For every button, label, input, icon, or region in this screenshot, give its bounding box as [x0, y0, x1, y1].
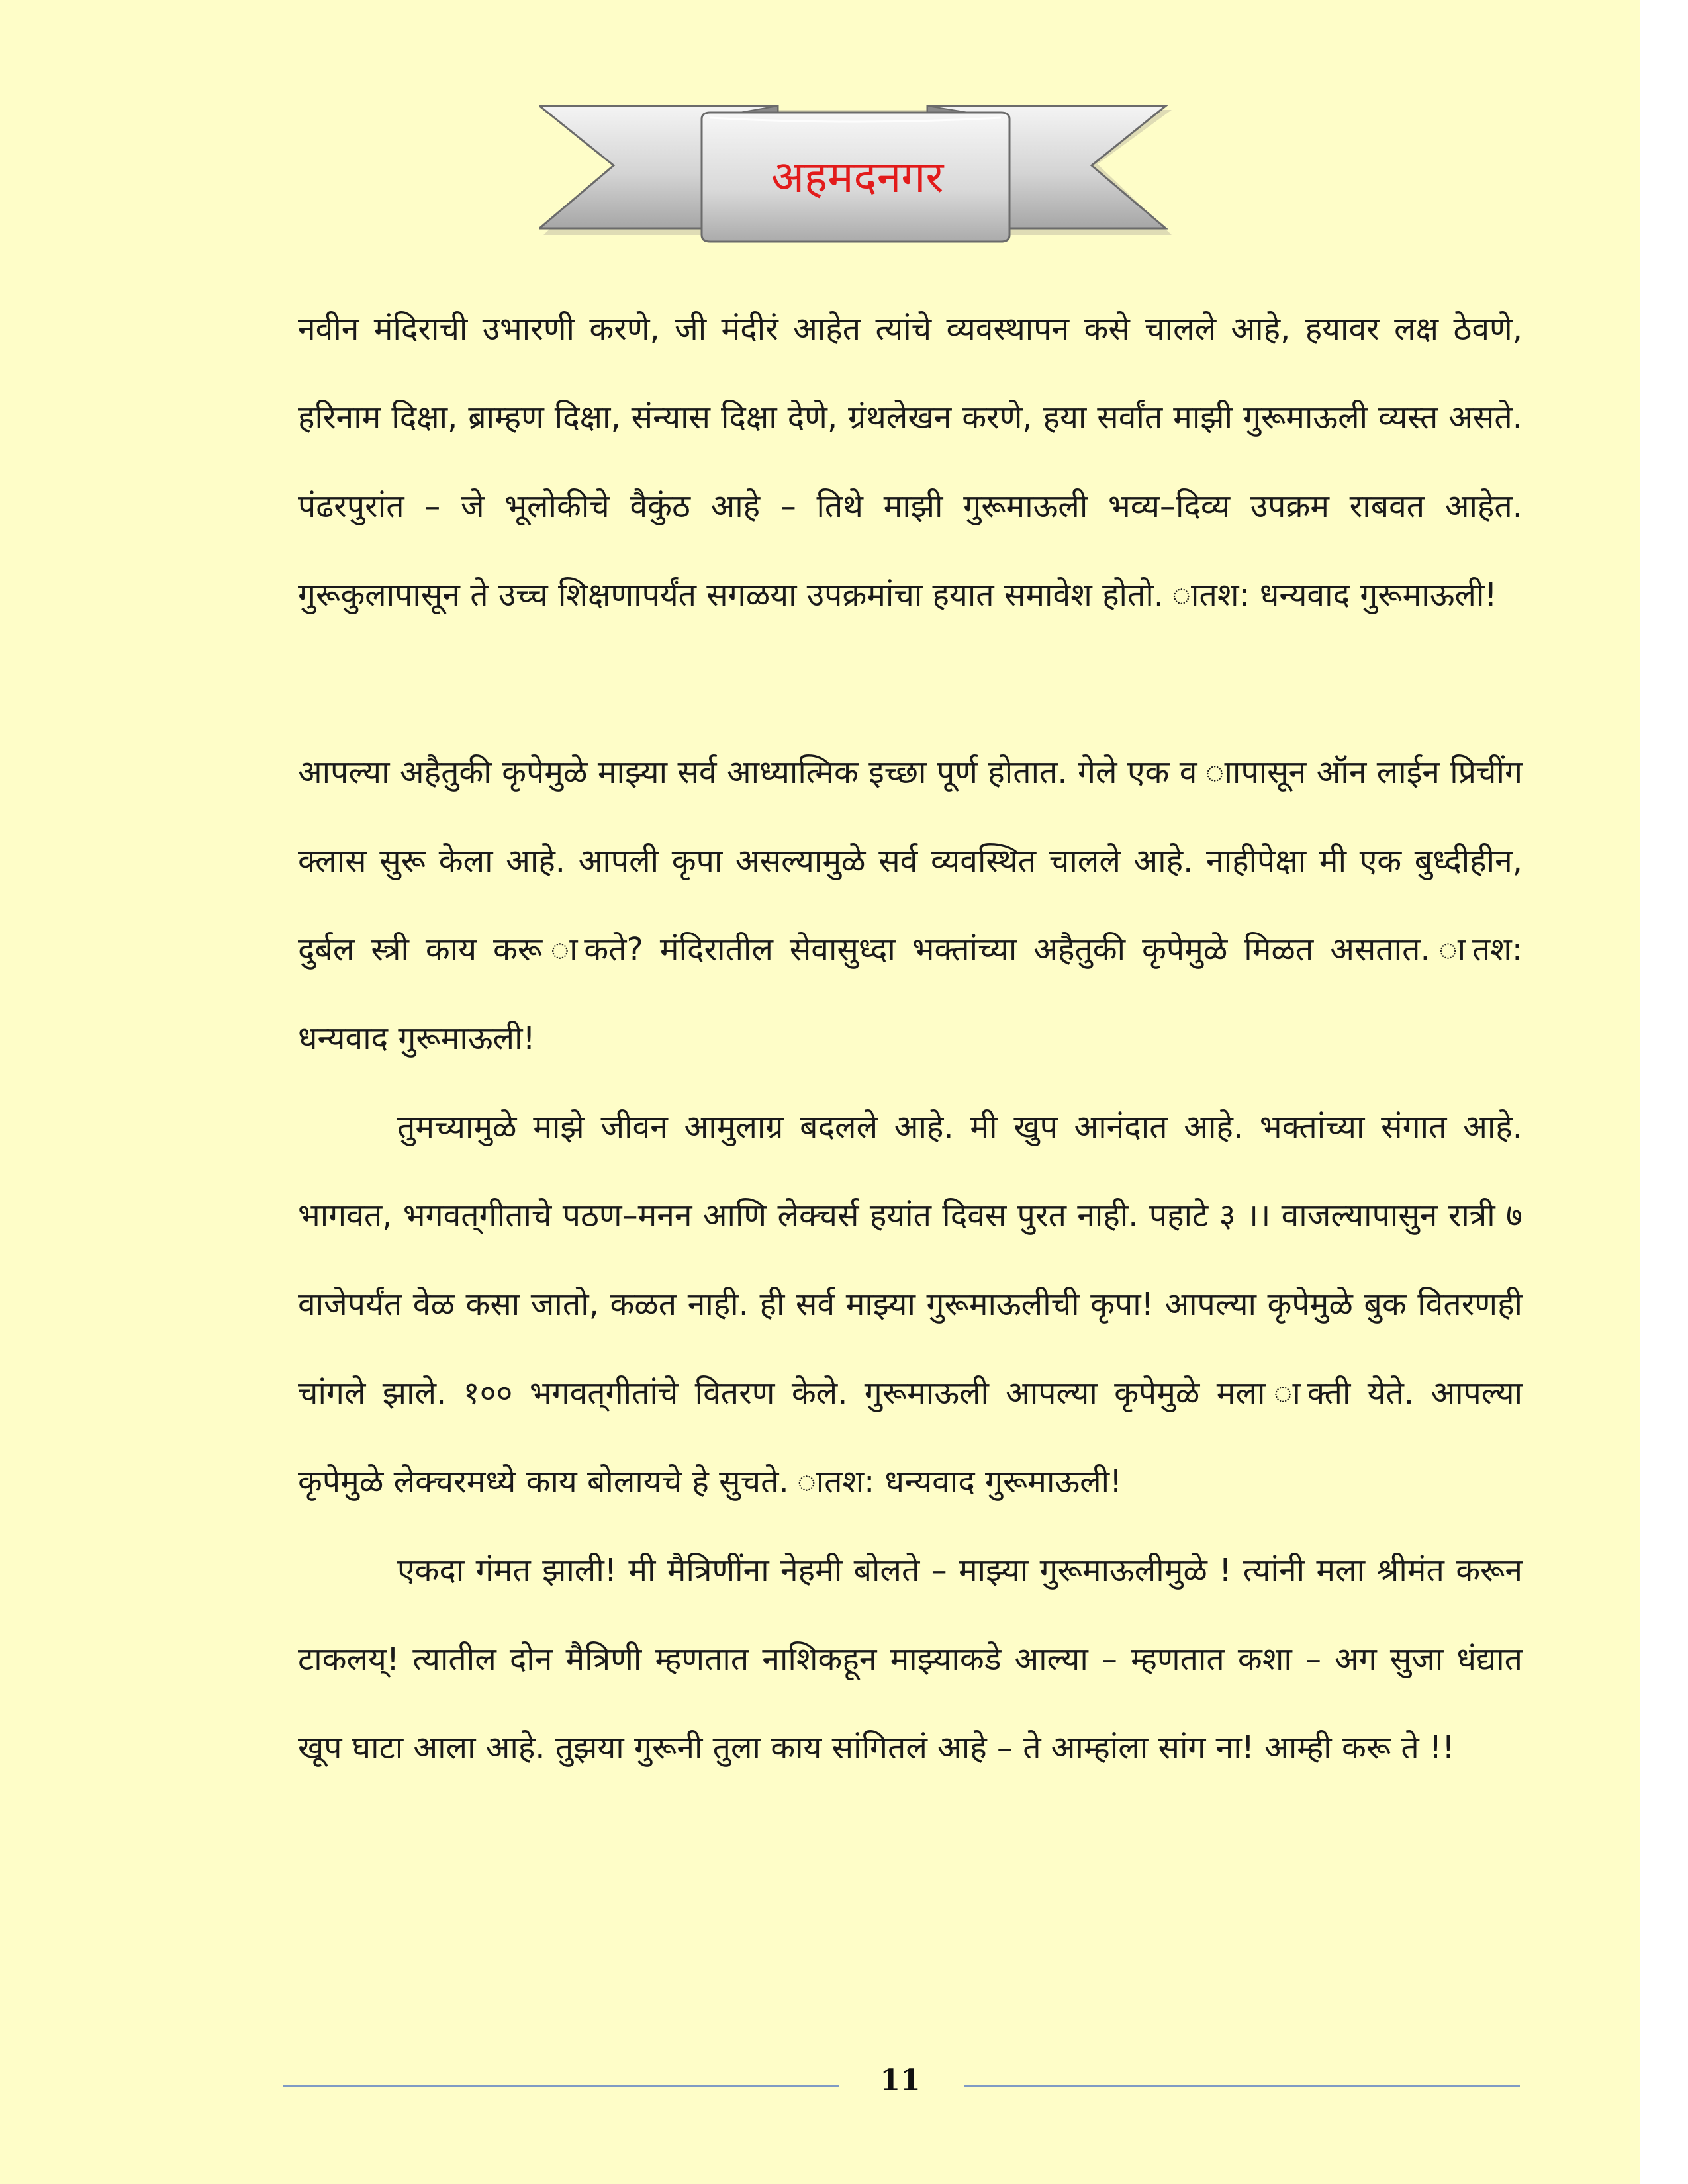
body-text: [298, 285, 1523, 1792]
footer-rule-right: [964, 2085, 1520, 2087]
paragraph-3: तुमच्यामुळे माझे जीवन आमुलाग्र बदलले आहे. मी खुप आनंदात आहे. भक्तांच्या संगात आहे. भागवत, भगवत्‌गीताचे पठण–मनन आणि लेक्चर्स हयांत दिवस पुरत नाही. पहाटे ३ ।। वाजल्यापासुन रात्री ७ वाजेपर्यंत वेळ कसा जातो, कळत नाही. ही सर्व माझ्या गुरूमाऊलीची कृपा! आपल्या कृपेमुळे बुक वितरणही चांगले झाले. १०० भगवत्‌गीतांचे वितरण केले. गुरूमाऊली आपल्या कृपेमुळे मला ाक्ती येते. आपल्या कृपेमुळे लेक्चरमध्ये काय बोलायचे हे सुचते. ातश: धन्यवाद गुरूमाऊली!: [298, 1109, 1523, 1500]
paragraph-spacer: [298, 639, 1523, 728]
page-title: अहमदनगर: [771, 152, 944, 203]
footer-rule-left: [283, 2085, 839, 2087]
page-number: 11: [880, 2064, 921, 2097]
paragraph-4: एकदा गंमत झाली! मी मैत्रिणींना नेहमी बोलते – माझ्या गुरूमाऊलीमुळे ! त्यांनी मला श्रीमंत करून टाकलय्! त्यातील दोन मैत्रिणी म्हणतात नाशिकहून माझ्याकडे आल्या – म्हणतात कशा – अग सुजा धंद्यात खूप घाटा आला आहे. तुझया गुरूनी तुला काय सांगितलं आहे – ते आम्हांला सांग ना! आम्ही करू ते !!: [298, 1552, 1523, 1766]
title-banner: [539, 99, 1172, 255]
paragraph-1: नवीन मंदिराची उभारणी करणे, जी मंदीरं आहेत त्यांचे व्यवस्थापन कसे चालले आहे, हयावर लक्ष ठेवणे, हरिनाम दिक्षा, ब्राम्हण दिक्षा, संन्यास दिक्षा देणे, ग्रंथलेखन करणे, हया सर्वांत माझी गुरूमाऊली व्यस्त असते. पंढरपुरांत – जे भूलोकीचे वैकुंठ आहे – तिथे माझी गुरूमाऊली भव्य–दिव्य उपक्रम राबवत आहेत. गुरूकुलापासून ते उच्च शिक्षणापर्यंत सगळया उपक्रमांचा हयात समावेश होतो. ातश: धन्यवाद गुरूमाऊली!: [298, 310, 1523, 614]
paragraph-2: आपल्या अहैतुकी कृपेमुळे माझ्या सर्व आध्यात्मिक इच्छा पूर्ण होतात. गेले एक व ाापासून ऑन लाईन प्रिचींग क्लास सुरू केला आहे. आपली कृपा असल्यामुळे सर्व व्यवस्थित चालले आहे. नाहीपेक्षा मी एक बुध्दीहीन, दुर्बल स्त्री काय करू ाकते? मंदिरातील सेवासुध्दा भक्तांच्या अहैतुकी कृपेमुळे मिळत असतात. ातश: धन्यवाद गुरूमाऊली!: [298, 754, 1523, 1057]
